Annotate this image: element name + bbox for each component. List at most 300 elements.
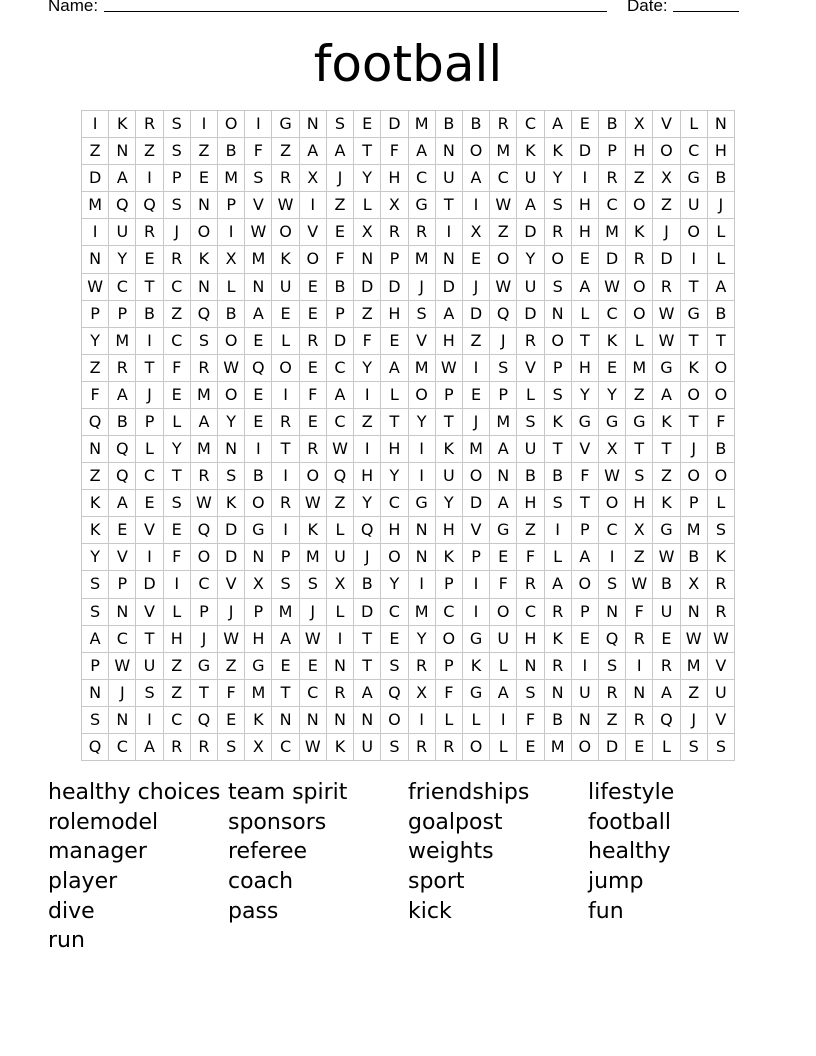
grid-cell: S (545, 274, 572, 301)
grid-cell: Y (354, 165, 381, 192)
grid-cell: Z (626, 544, 653, 571)
grid-cell: I (354, 436, 381, 463)
grid-cell: I (218, 219, 245, 246)
grid-cell: V (409, 328, 436, 355)
word-list-item: friendships (408, 780, 530, 805)
grid-cell: W (300, 734, 327, 761)
grid-cell: F (517, 707, 544, 734)
grid-cell: S (381, 734, 408, 761)
grid-cell: T (136, 626, 163, 653)
grid-cell: Z (463, 328, 490, 355)
grid-cell: L (708, 219, 735, 246)
grid-cell: I (490, 707, 517, 734)
grid-cell: L (653, 734, 680, 761)
grid-cell: N (626, 680, 653, 707)
grid-cell: B (245, 463, 272, 490)
grid-cell: R (436, 734, 463, 761)
grid-cell: S (164, 490, 191, 517)
grid-cell: I (409, 571, 436, 598)
grid-cell: E (572, 246, 599, 273)
grid-cell: N (191, 192, 218, 219)
letter-grid (81, 110, 735, 761)
grid-cell: I (327, 626, 354, 653)
grid-cell: S (409, 301, 436, 328)
grid-cell: N (191, 274, 218, 301)
grid-cell: J (218, 599, 245, 626)
grid-cell: I (409, 436, 436, 463)
grid-cell: K (545, 409, 572, 436)
grid-cell: W (708, 626, 735, 653)
grid-cell: Z (82, 463, 109, 490)
grid-cell: O (572, 734, 599, 761)
grid-cell: R (300, 436, 327, 463)
grid-cell: N (245, 544, 272, 571)
word-list-item: healthy choices (48, 780, 221, 805)
grid-cell: W (109, 653, 136, 680)
grid-cell: R (136, 219, 163, 246)
grid-cell: A (572, 544, 599, 571)
grid-cell: Z (354, 301, 381, 328)
grid-cell: U (272, 274, 299, 301)
grid-cell: Y (82, 328, 109, 355)
grid-cell: X (463, 219, 490, 246)
grid-cell: E (490, 544, 517, 571)
grid-cell: Q (109, 436, 136, 463)
grid-cell: G (245, 653, 272, 680)
grid-cell: P (545, 355, 572, 382)
grid-cell: G (463, 626, 490, 653)
grid-cell: K (82, 517, 109, 544)
grid-cell: R (136, 111, 163, 138)
grid-cell: F (164, 355, 191, 382)
grid-cell: K (300, 517, 327, 544)
grid-cell: R (409, 734, 436, 761)
word-list-item: player (48, 869, 118, 895)
grid-cell: J (327, 165, 354, 192)
grid-cell: S (545, 382, 572, 409)
grid-cell: H (517, 490, 544, 517)
grid-cell: L (354, 192, 381, 219)
grid-cell: N (436, 246, 463, 273)
grid-cell: N (490, 463, 517, 490)
grid-cell: S (300, 571, 327, 598)
grid-cell: S (82, 571, 109, 598)
grid-cell: A (409, 138, 436, 165)
grid-cell: V (572, 436, 599, 463)
grid-cell: A (490, 490, 517, 517)
grid-cell: E (164, 382, 191, 409)
grid-cell: A (653, 680, 680, 707)
grid-cell: S (327, 111, 354, 138)
grid-cell: E (272, 301, 299, 328)
grid-cell: O (218, 328, 245, 355)
grid-cell: W (218, 626, 245, 653)
grid-cell: N (327, 653, 354, 680)
grid-cell: T (272, 680, 299, 707)
grid-cell: J (300, 599, 327, 626)
grid-cell: O (626, 274, 653, 301)
grid-cell: L (272, 328, 299, 355)
grid-cell: P (218, 192, 245, 219)
grid-cell: V (245, 192, 272, 219)
grid-cell: M (409, 355, 436, 382)
grid-cell: B (708, 436, 735, 463)
grid-cell: K (327, 734, 354, 761)
grid-cell: U (109, 219, 136, 246)
grid-cell: B (545, 707, 572, 734)
grid-cell: C (409, 165, 436, 192)
grid-cell: I (191, 111, 218, 138)
grid-cell: H (436, 328, 463, 355)
word-list-item: weights (408, 839, 494, 865)
grid-cell: I (136, 328, 163, 355)
grid-cell: D (517, 219, 544, 246)
grid-cell: I (599, 544, 626, 571)
grid-cell: O (300, 463, 327, 490)
grid-cell: P (82, 653, 109, 680)
grid-cell: T (436, 409, 463, 436)
word-list-item: coach (228, 869, 294, 895)
grid-cell: K (436, 544, 463, 571)
grid-cell: D (218, 544, 245, 571)
grid-cell: A (272, 626, 299, 653)
grid-cell: Z (218, 653, 245, 680)
grid-cell: I (681, 246, 708, 273)
grid-cell: N (82, 436, 109, 463)
grid-cell: S (490, 355, 517, 382)
grid-cell: T (191, 680, 218, 707)
grid-cell: K (218, 490, 245, 517)
grid-cell: L (490, 734, 517, 761)
grid-cell: T (681, 328, 708, 355)
grid-cell: G (653, 517, 680, 544)
grid-cell: I (572, 165, 599, 192)
grid-cell: N (409, 517, 436, 544)
grid-cell: R (409, 219, 436, 246)
grid-cell: E (245, 382, 272, 409)
grid-cell: C (191, 571, 218, 598)
grid-cell: C (681, 138, 708, 165)
word-list-item: sponsors (228, 809, 327, 835)
grid-cell: U (708, 680, 735, 707)
grid-cell: V (708, 707, 735, 734)
grid-cell: G (272, 111, 299, 138)
grid-cell: R (708, 571, 735, 598)
date-label: Date: (627, 0, 668, 15)
grid-cell: P (191, 599, 218, 626)
grid-cell: D (381, 111, 408, 138)
grid-cell: E (572, 111, 599, 138)
grid-cell: N (517, 653, 544, 680)
grid-cell: B (708, 165, 735, 192)
grid-cell: O (572, 571, 599, 598)
grid-cell: H (381, 517, 408, 544)
grid-cell: L (436, 707, 463, 734)
grid-cell: Q (599, 626, 626, 653)
grid-cell: T (708, 328, 735, 355)
grid-cell: Y (354, 490, 381, 517)
grid-cell: H (572, 219, 599, 246)
grid-cell: R (599, 165, 626, 192)
grid-cell: I (300, 192, 327, 219)
grid-cell: S (164, 111, 191, 138)
grid-cell: F (626, 599, 653, 626)
grid-cell: T (354, 626, 381, 653)
grid-cell: A (545, 111, 572, 138)
grid-cell: Z (626, 382, 653, 409)
grid-cell: S (164, 138, 191, 165)
grid-cell: Y (409, 409, 436, 436)
grid-cell: Y (381, 571, 408, 598)
grid-cell: C (599, 517, 626, 544)
grid-cell: Q (136, 192, 163, 219)
grid-cell: X (218, 246, 245, 273)
grid-cell: T (381, 409, 408, 436)
grid-cell: I (136, 707, 163, 734)
grid-cell: P (490, 382, 517, 409)
grid-cell: C (599, 192, 626, 219)
grid-cell: Y (572, 382, 599, 409)
word-list-item: sport (408, 869, 465, 895)
grid-cell: D (517, 301, 544, 328)
grid-cell: B (653, 571, 680, 598)
grid-cell: P (572, 599, 599, 626)
grid-cell: O (381, 707, 408, 734)
word-list-item: referee (228, 839, 308, 865)
grid-cell: R (191, 734, 218, 761)
grid-cell: A (436, 301, 463, 328)
grid-cell: V (218, 571, 245, 598)
grid-cell: O (626, 192, 653, 219)
grid-cell: E (109, 517, 136, 544)
grid-cell: Z (626, 165, 653, 192)
grid-cell: S (272, 571, 299, 598)
grid-cell: F (572, 463, 599, 490)
grid-cell: J (109, 680, 136, 707)
grid-cell: S (708, 517, 735, 544)
grid-cell: Z (327, 192, 354, 219)
grid-cell: E (218, 707, 245, 734)
grid-cell: C (327, 409, 354, 436)
grid-cell: H (572, 355, 599, 382)
grid-cell: U (653, 599, 680, 626)
grid-cell: E (136, 490, 163, 517)
grid-cell: L (681, 111, 708, 138)
grid-cell: R (708, 599, 735, 626)
grid-cell: A (490, 680, 517, 707)
grid-cell: W (626, 571, 653, 598)
grid-cell: U (136, 653, 163, 680)
grid-cell: F (327, 246, 354, 273)
grid-cell: G (191, 653, 218, 680)
grid-cell: O (436, 626, 463, 653)
word-list-item: jump (588, 869, 644, 895)
grid-cell: M (191, 382, 218, 409)
grid-cell: A (300, 138, 327, 165)
grid-cell: E (463, 382, 490, 409)
grid-cell: A (381, 355, 408, 382)
grid-cell: F (218, 680, 245, 707)
grid-cell: W (599, 463, 626, 490)
grid-cell: A (572, 274, 599, 301)
grid-cell: T (626, 436, 653, 463)
grid-cell: D (463, 490, 490, 517)
grid-cell: T (572, 490, 599, 517)
grid-cell: L (626, 328, 653, 355)
grid-cell: X (599, 436, 626, 463)
grid-cell: W (490, 274, 517, 301)
grid-cell: F (82, 382, 109, 409)
grid-cell: O (272, 219, 299, 246)
name-label: Name: (48, 0, 99, 15)
grid-cell: C (164, 274, 191, 301)
grid-cell: P (436, 382, 463, 409)
grid-cell: R (109, 355, 136, 382)
grid-cell: P (109, 301, 136, 328)
grid-cell: J (136, 382, 163, 409)
grid-cell: I (245, 111, 272, 138)
grid-cell: A (545, 571, 572, 598)
grid-cell: U (681, 192, 708, 219)
grid-cell: N (272, 707, 299, 734)
grid-cell: I (463, 571, 490, 598)
grid-cell: D (136, 571, 163, 598)
grid-cell: B (218, 138, 245, 165)
grid-cell: C (381, 490, 408, 517)
grid-cell: M (245, 680, 272, 707)
grid-cell: M (191, 436, 218, 463)
grid-cell: P (136, 409, 163, 436)
grid-cell: K (653, 409, 680, 436)
grid-cell: H (436, 517, 463, 544)
grid-cell: H (164, 626, 191, 653)
grid-cell: I (463, 599, 490, 626)
grid-cell: K (545, 138, 572, 165)
grid-cell: L (327, 599, 354, 626)
grid-cell: O (653, 138, 680, 165)
grid-cell: F (354, 328, 381, 355)
grid-cell: S (191, 328, 218, 355)
grid-cell: G (245, 517, 272, 544)
grid-cell: T (681, 409, 708, 436)
grid-cell: C (164, 707, 191, 734)
grid-cell: W (653, 301, 680, 328)
grid-cell: N (109, 138, 136, 165)
grid-cell: P (245, 599, 272, 626)
grid-cell: V (708, 653, 735, 680)
grid-cell: B (436, 111, 463, 138)
grid-cell: K (245, 707, 272, 734)
grid-cell: O (708, 355, 735, 382)
grid-cell: W (218, 355, 245, 382)
grid-cell: Q (354, 517, 381, 544)
grid-cell: K (517, 138, 544, 165)
grid-cell: W (191, 490, 218, 517)
grid-cell: T (572, 328, 599, 355)
grid-cell: G (490, 517, 517, 544)
grid-cell: W (300, 626, 327, 653)
grid-cell: P (599, 138, 626, 165)
grid-cell: N (545, 680, 572, 707)
grid-cell: P (109, 571, 136, 598)
grid-cell: Z (327, 490, 354, 517)
grid-cell: N (82, 680, 109, 707)
grid-cell: N (327, 707, 354, 734)
grid-cell: B (354, 571, 381, 598)
grid-cell: L (572, 301, 599, 328)
word-list-item: fun (588, 898, 624, 924)
grid-cell: P (82, 301, 109, 328)
grid-cell: W (272, 192, 299, 219)
grid-cell: M (626, 355, 653, 382)
grid-cell: N (572, 707, 599, 734)
grid-cell: D (218, 517, 245, 544)
grid-cell: G (409, 490, 436, 517)
grid-cell: M (300, 544, 327, 571)
grid-cell: C (109, 734, 136, 761)
grid-cell: W (681, 626, 708, 653)
grid-cell: S (164, 192, 191, 219)
grid-cell: Q (82, 734, 109, 761)
grid-cell: J (653, 219, 680, 246)
grid-cell: R (381, 219, 408, 246)
grid-cell: T (164, 463, 191, 490)
grid-cell: E (300, 653, 327, 680)
grid-cell: M (272, 599, 299, 626)
grid-cell: D (599, 734, 626, 761)
grid-cell: O (463, 463, 490, 490)
grid-cell: Y (545, 165, 572, 192)
grid-cell: U (490, 626, 517, 653)
grid-cell: R (191, 463, 218, 490)
grid-cell: V (109, 544, 136, 571)
word-list-item: rolemodel (48, 809, 159, 835)
grid-cell: R (545, 599, 572, 626)
grid-cell: A (653, 382, 680, 409)
grid-cell: E (245, 409, 272, 436)
grid-cell: R (545, 653, 572, 680)
grid-cell: U (436, 165, 463, 192)
grid-cell: L (327, 517, 354, 544)
grid-cell: Q (82, 409, 109, 436)
grid-cell: J (191, 626, 218, 653)
grid-cell: T (136, 355, 163, 382)
grid-cell: C (517, 599, 544, 626)
grid-cell: L (381, 382, 408, 409)
grid-cell: O (490, 599, 517, 626)
word-list-item: lifestyle (588, 780, 675, 805)
grid-cell: S (517, 680, 544, 707)
grid-cell: N (109, 707, 136, 734)
grid-cell: R (626, 707, 653, 734)
grid-cell: I (82, 111, 109, 138)
grid-cell: R (272, 490, 299, 517)
grid-cell: V (136, 599, 163, 626)
grid-cell: E (354, 111, 381, 138)
grid-cell: W (327, 436, 354, 463)
grid-cell: N (708, 111, 735, 138)
grid-cell: C (381, 599, 408, 626)
grid-cell: E (463, 246, 490, 273)
grid-cell: V (517, 355, 544, 382)
grid-cell: Z (82, 355, 109, 382)
grid-cell: Y (109, 246, 136, 273)
word-list-item: kick (408, 898, 452, 924)
grid-cell: S (545, 490, 572, 517)
grid-cell: W (245, 219, 272, 246)
grid-cell: G (463, 680, 490, 707)
grid-cell: D (354, 599, 381, 626)
